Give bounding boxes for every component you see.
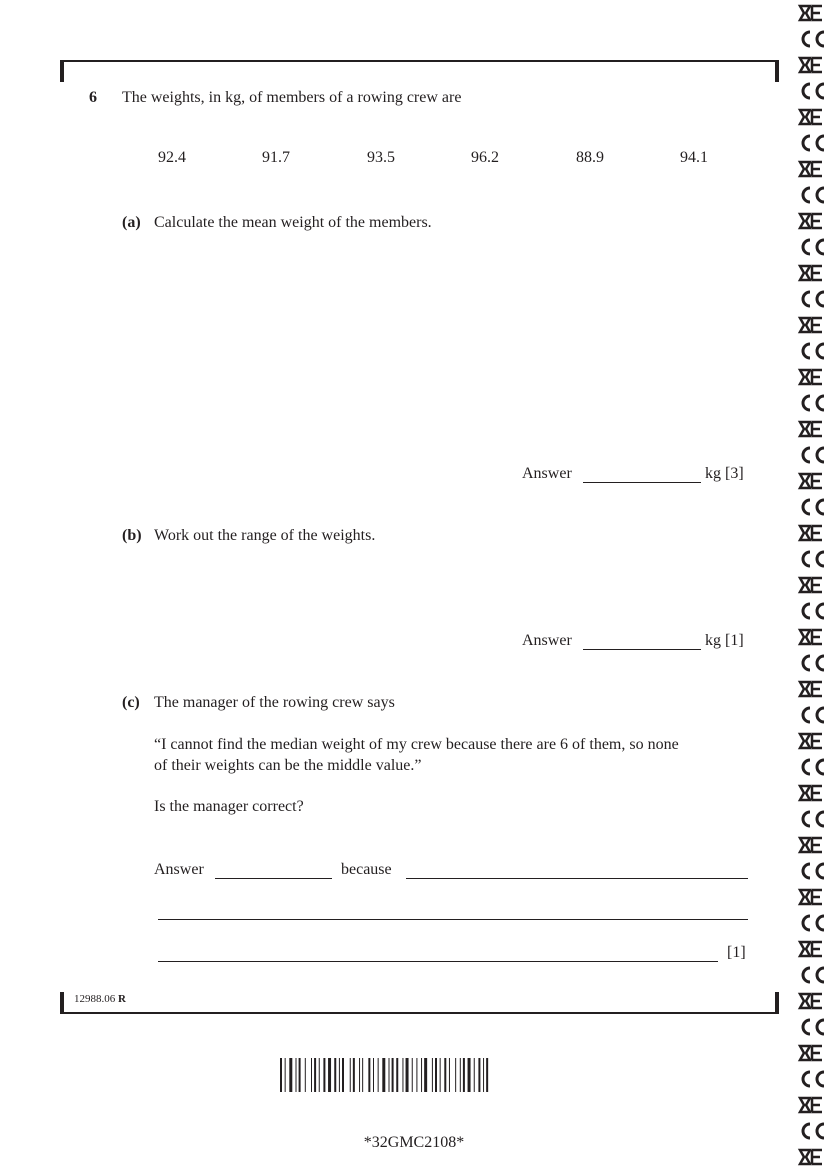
frame-corner-top-right [775, 60, 779, 82]
barcode-bar [455, 1058, 456, 1092]
part-c-quote-line2: of their weights can be the middle value.” [154, 757, 422, 774]
barcode-bar [435, 1058, 437, 1092]
barcode-bar [421, 1058, 422, 1092]
question-number: 6 [89, 89, 97, 106]
part-b-answer-line[interactable] [583, 649, 701, 650]
learning-logo-icon [796, 808, 828, 830]
weight-value: 93.5 [367, 149, 395, 166]
barcode-bar [463, 1058, 465, 1092]
barcode-bar [483, 1058, 484, 1092]
frame-corner-bottom-left [60, 992, 64, 1014]
ccea-logo-icon [796, 626, 828, 648]
barcode-bar [359, 1058, 360, 1092]
part-c-question: Is the manager correct? [154, 798, 304, 815]
part-c-reason-line-2[interactable] [158, 919, 748, 920]
ccea-logo-icon [796, 990, 828, 1012]
part-c-answer-label: Answer [154, 861, 204, 878]
barcode-bar [440, 1058, 441, 1092]
barcode-bar [468, 1058, 471, 1092]
barcode-bar [378, 1058, 379, 1092]
ccea-logo-icon [796, 314, 828, 336]
learning-logo-icon [796, 600, 828, 622]
barcode-bar [314, 1058, 316, 1092]
ccea-logo-icon [796, 522, 828, 544]
barcode [280, 1058, 550, 1092]
part-a-unit-marks: kg [3] [705, 465, 744, 482]
barcode-bar [444, 1058, 446, 1092]
paper-code [74, 992, 126, 1006]
barcode-bar [368, 1058, 370, 1092]
barcode-bar [460, 1058, 461, 1092]
barcode-bar [305, 1058, 306, 1092]
barcode-bar [339, 1058, 340, 1092]
learning-logo-icon [796, 1016, 828, 1038]
learning-logo-icon [796, 184, 828, 206]
ccea-logo-icon [796, 782, 828, 804]
frame-corner-bottom-right [775, 992, 779, 1014]
barcode-bar [311, 1058, 312, 1092]
learning-logo-icon [796, 444, 828, 466]
ccea-logo-icon [796, 1042, 828, 1064]
ccea-logo-icon [796, 366, 828, 388]
barcode-bar [392, 1058, 394, 1092]
barcode-bar [478, 1058, 480, 1092]
ccea-logo-icon [796, 54, 828, 76]
learning-logo-icon [796, 1120, 828, 1142]
barcode-bar [280, 1058, 282, 1092]
learning-logo-icon [796, 964, 828, 986]
page-frame-bottom [60, 1012, 779, 1014]
barcode-bar [362, 1058, 363, 1092]
part-c-text: The manager of the rowing crew says [154, 694, 395, 711]
learning-logo-icon [796, 912, 828, 934]
barcode-text: *32GMC2108* [363, 1134, 465, 1151]
ccea-logo-icon [796, 106, 828, 128]
barcode-bar [334, 1058, 336, 1092]
paper-code-suffix: R [118, 993, 126, 1005]
part-a-answer-line[interactable] [583, 482, 701, 483]
learning-logo-icon [796, 1068, 828, 1090]
part-a-answer-label: Answer [522, 465, 572, 482]
ccea-logo-icon [796, 886, 828, 908]
barcode-bar [350, 1058, 351, 1092]
learning-logo-icon [796, 756, 828, 778]
barcode-bar [416, 1058, 417, 1092]
part-b-unit-marks: kg [1] [705, 632, 744, 649]
ccea-logo-icon [796, 210, 828, 232]
part-c-answer-line[interactable] [215, 878, 332, 879]
barcode-bar [424, 1058, 427, 1092]
ccea-logo-icon [796, 2, 828, 24]
ccea-logo-icon [796, 938, 828, 960]
ccea-logo-icon [796, 834, 828, 856]
ccea-logo-icon [796, 1094, 828, 1116]
learning-logo-icon [796, 392, 828, 414]
barcode-bar [373, 1058, 374, 1092]
barcode-bar [474, 1058, 475, 1092]
ccea-logo-icon [796, 158, 828, 180]
side-logo-strip [790, 0, 828, 1171]
barcode-bar [396, 1058, 398, 1092]
learning-logo-icon [796, 288, 828, 310]
barcode-bar [296, 1058, 297, 1092]
learning-logo-icon [796, 340, 828, 362]
ccea-logo-icon [796, 730, 828, 752]
barcode-bar [342, 1058, 344, 1092]
barcode-bar [449, 1058, 450, 1092]
learning-logo-icon [796, 236, 828, 258]
weight-value: 96.2 [471, 149, 499, 166]
learning-logo-icon [796, 860, 828, 882]
part-a-label: (a) [122, 214, 141, 231]
part-c-reason-line-3[interactable] [158, 961, 718, 962]
ccea-logo-icon [796, 678, 828, 700]
learning-logo-icon [796, 28, 828, 50]
barcode-bar [319, 1058, 320, 1092]
barcode-bar [406, 1058, 409, 1092]
learning-logo-icon [796, 132, 828, 154]
part-c-reason-line-1[interactable] [406, 878, 748, 879]
learning-logo-icon [796, 548, 828, 570]
weight-value: 88.9 [576, 149, 604, 166]
barcode-bar [382, 1058, 385, 1092]
barcode-bar [389, 1058, 390, 1092]
part-a-text: Calculate the mean weight of the members. [154, 214, 432, 231]
barcode-bar [486, 1058, 488, 1092]
learning-logo-icon [796, 704, 828, 726]
barcode-bar [402, 1058, 403, 1092]
frame-corner-top-left [60, 60, 64, 82]
question-stem: The weights, in kg, of members of a rowing crew are [122, 89, 462, 106]
ccea-logo-icon [796, 262, 828, 284]
part-b-text: Work out the range of the weights. [154, 527, 376, 544]
part-c-quote-line1: “I cannot find the median weight of my crew because there are 6 of them, so none [154, 736, 679, 753]
barcode-bar [285, 1058, 286, 1092]
learning-logo-icon [796, 80, 828, 102]
ccea-logo-icon [796, 1146, 828, 1168]
part-b-answer-label: Answer [522, 632, 572, 649]
barcode-bar [328, 1058, 331, 1092]
barcode-bar [353, 1058, 355, 1092]
learning-logo-icon [796, 496, 828, 518]
barcode-bar [323, 1058, 325, 1092]
ccea-logo-icon [796, 574, 828, 596]
part-c-label: (c) [122, 694, 140, 711]
barcode-bar [299, 1058, 301, 1092]
page-frame-top [60, 60, 779, 62]
barcode-bar [289, 1058, 292, 1092]
barcode-bar [412, 1058, 413, 1092]
learning-logo-icon [796, 652, 828, 674]
part-b-label: (b) [122, 527, 142, 544]
ccea-logo-icon [796, 418, 828, 440]
ccea-logo-icon [796, 470, 828, 492]
weight-value: 92.4 [158, 149, 186, 166]
barcode-bar [432, 1058, 433, 1092]
paper-code-number: 12988.06 [74, 993, 116, 1005]
part-c-marks: [1] [727, 944, 746, 961]
weight-value: 94.1 [680, 149, 708, 166]
weight-value: 91.7 [262, 149, 290, 166]
part-c-because-label: because [341, 861, 392, 878]
